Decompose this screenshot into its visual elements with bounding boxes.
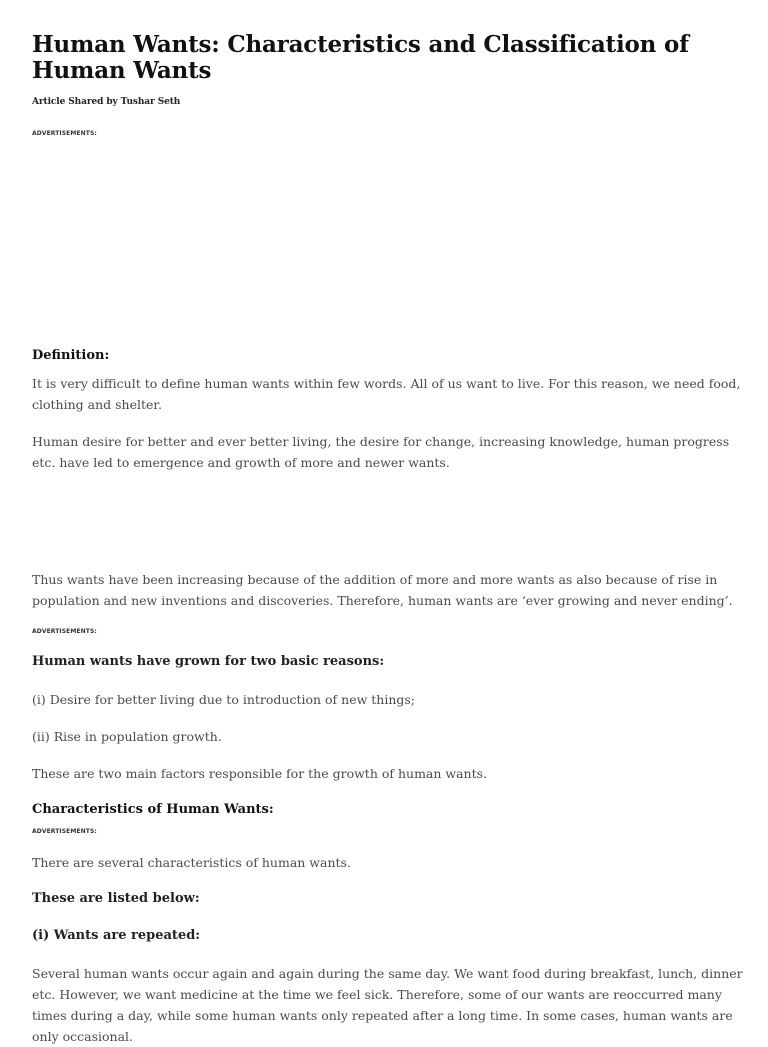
wants-repeated-paragraph: Several human wants occur again and again during the same day. We want food during breakfast, lunch, dinner etc. However, we want medicine at the time we feel sick. Therefore, some of our wants are reoccurred many times during a day, while some human wants only repeated after a long time. In some cases, human wants are only occasional.: [32, 966, 743, 1044]
listed-heading: These are listed below:: [32, 891, 200, 906]
advertisement-label: ADVERTISEMENTS:: [32, 130, 97, 137]
definition-paragraph-2: Human desire for better and ever better living, the desire for change, increasing knowledge, human progress etc. have led to emergence and growth of more and newer wants.: [32, 434, 730, 470]
advertisement-label: ADVERTISEMENTS:: [32, 628, 97, 635]
advertisement-slot: [32, 142, 744, 332]
advertisement-label: ADVERTISEMENTS:: [32, 828, 97, 835]
reason-item-2: (ii) Rise in population growth.: [32, 729, 222, 744]
characteristics-heading: Characteristics of Human Wants:: [32, 802, 274, 817]
reasons-summary: These are two main factors responsible for the growth of human wants.: [32, 766, 488, 781]
wants-repeated-heading: (i) Wants are repeated:: [32, 928, 201, 943]
article-byline: Article Shared by Tushar Seth: [32, 97, 181, 107]
reasons-heading: Human wants have grown for two basic reasons:: [32, 654, 385, 669]
definition-paragraph-3: Thus wants have been increasing because of the addition of more and more wants as also because of rise in population and new inventions and discoveries. Therefore, human wants are ‘ever growing and never ending’.: [32, 572, 733, 608]
characteristics-intro: There are several characteristics of human wants.: [32, 855, 351, 870]
definition-heading: Definition:: [32, 348, 110, 363]
reason-item-1: (i) Desire for better living due to introduction of new things;: [32, 692, 416, 707]
definition-paragraph-1: It is very difficult to define human wants within few words. All of us want to live. For this reason, we need food, clothing and shelter.: [32, 376, 741, 412]
article-title: Human Wants: Characteristics and Classification of Human Wants: [32, 31, 689, 84]
advertisement-slot: [32, 480, 744, 560]
